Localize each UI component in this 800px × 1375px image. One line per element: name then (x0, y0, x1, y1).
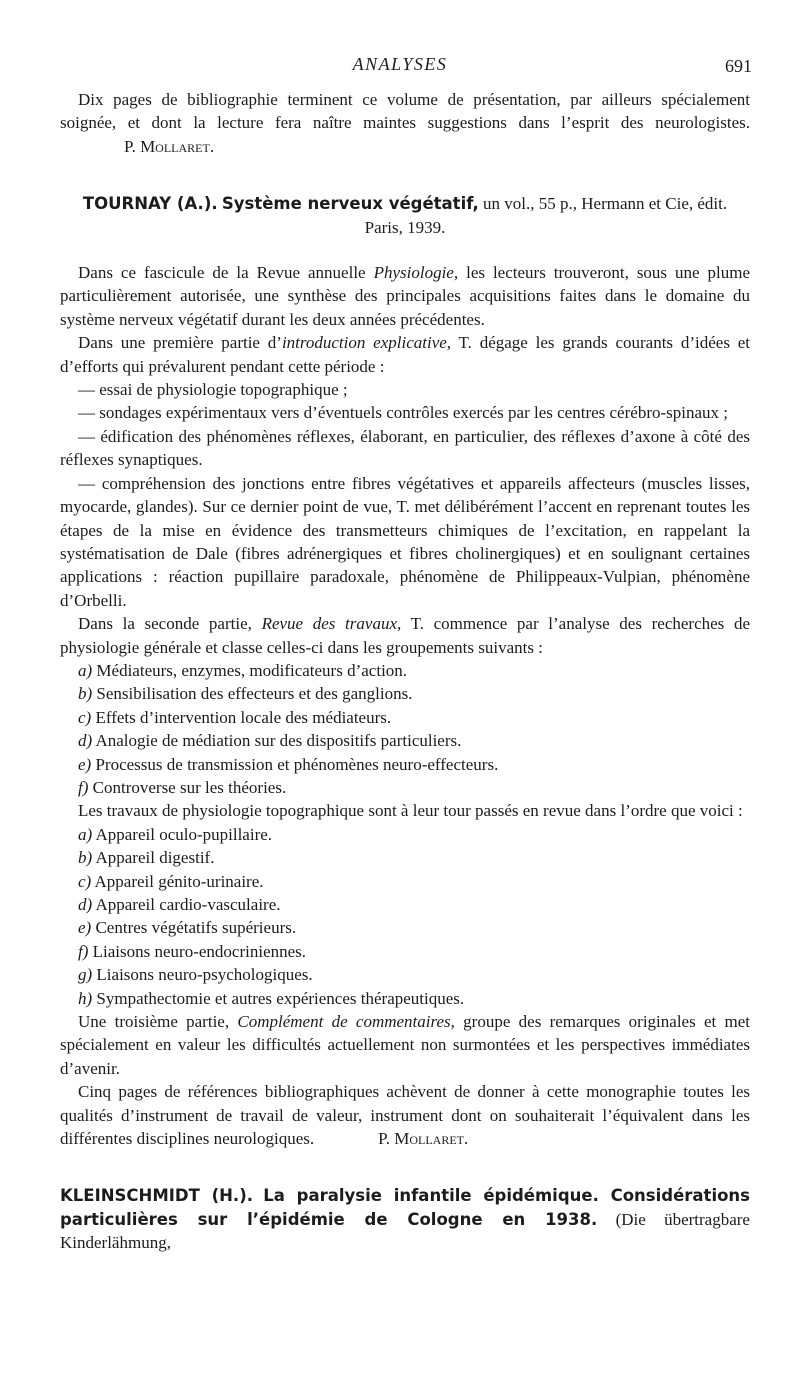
review2-place: Paris, 1939. (364, 217, 446, 237)
review2-signature: P. Mollaret. (378, 1129, 469, 1149)
review2-pubinfo: un vol., 55 p., Hermann et Cie, édit. (483, 194, 728, 214)
dash-item: — édification des phénomènes réflexes, élaborant, en particulier, des réflexes d’axone à côté des réflexes synaptiques. (60, 426, 750, 470)
review1-signature: P. Mollaret. (124, 136, 215, 156)
review1-tail-paragraph: Dix pages de bibliographie terminent ce volume de présentation, par ailleurs spécialement soignée, et dont la lecture fera naître maintes suggestions dans l’esprit des neurologistes.P. Mollaret. (60, 88, 750, 158)
list-item: c) Effets d’intervention locale des médiateurs. (78, 707, 392, 727)
page-number: 691 (725, 56, 752, 76)
article-body (60, 88, 750, 1255)
review2-paragraph-6: Cinq pages de références bibliographiques achèvent de donner à cette monographie toutes les qualités d’instrument de travail de valeur, instrument dont on souhaiterait l’équivalent dans les différentes disciplines neurologiques. P. Mollaret. (60, 1080, 750, 1150)
list-item: g) Liaisons neuro-psychologiques. (78, 965, 313, 985)
dash-item: — essai de physiologie topographique ; (78, 380, 348, 400)
list-item: e) Processus de transmission et phénomènes neuro-effecteurs. (78, 754, 499, 774)
list-item: d) Appareil cardio-vasculaire. (78, 895, 281, 914)
dash-item: — compréhension des jonctions entre fibres végétatives et appareils affecteurs (muscles lisses, myocarde, glandes). Sur ce dernier point de vue, T. met délibérément l’accent en reprenant toutes les étapes de la mise en évidence des transmetteurs chimiques de l’excitation, en rappelant la systématisation de Dale (fibres adrénergiques et fibres cholinergiques) et en soulignant certaines applications : réaction pupillaire paradoxale, phénomène de Philippeaux-Vulpian, phénomène d’Orbelli. (60, 473, 750, 610)
review2-author: TOURNAY (A.). (82, 194, 218, 214)
list-item: c) Appareil génito-urinaire. (78, 871, 264, 891)
list-item: f) Controverse sur les théories. (78, 777, 287, 797)
list-item: b) Appareil digestif. (78, 848, 215, 868)
dash-item: — sondages expérimentaux vers d’éventuels contrôles exercés par les centres cérébro-spinaux ; (78, 403, 728, 423)
list-item: b) Sensibilisation des effecteurs et des ganglions. (78, 684, 413, 704)
review2-paragraph-4: Les travaux de physiologie topographique sont à leur tour passés en revue dans l’ordre que voici : (78, 801, 743, 821)
review2-paragraph-3: Dans la seconde partie, Revue des travaux, T. commence par l’analyse des recherches de physiologie générale et classe celles-ci dans les groupements suivants : (60, 614, 750, 657)
review2-paragraph-1: Dans ce fascicule de la Revue annuelle Physiologie, les lecteurs trouveront, sous une plume particulièrement autorisée, une synthèse des principales acquisitions faites dans le domaine du système nerveux végétatif durant les deux années précédentes. (60, 263, 751, 329)
review2-paragraph-5: Une troisième partie, Complément de commentaires, groupe des remarques originales et met spécialement en valeur les difficultés actuellement non surmontées et les perspectives immédiates d’avenir. (60, 1012, 751, 1078)
list-item: a) Appareil oculo-pupillaire. (78, 824, 273, 844)
list-item: a) Médiateurs, enzymes, modificateurs d’action. (78, 660, 408, 680)
list-item: f) Liaisons neuro-endocriniennes. (78, 941, 307, 961)
list-item: h) Sympathectomie et autres expériences thérapeutiques. (78, 988, 465, 1008)
list-item: d) Analogie de médiation sur des dispositifs particuliers. (78, 731, 462, 751)
review3-heading (60, 1184, 750, 1254)
list-item: e) Centres végétatifs supérieurs. (78, 918, 297, 938)
review3-rest: (Die übertragbare Kinderlähmung, (60, 1209, 750, 1253)
review3-author: KLEINSCHMIDT (H.). (60, 1186, 254, 1206)
review2-title: Système nerveux végétatif, (221, 194, 479, 214)
running-head (0, 54, 800, 80)
review2-heading (60, 192, 750, 239)
section-title: ANALYSES (352, 54, 448, 74)
review3-title: La paralysie infantile épidémique. Considérations particulières sur l’épidémie de Cologne en 1938. (60, 1186, 750, 1229)
review2-paragraph-2: Dans une première partie d’introduction explicative, T. dégage les grands courants d’idées et d’efforts qui prévalurent pendant cette période : (60, 333, 751, 376)
